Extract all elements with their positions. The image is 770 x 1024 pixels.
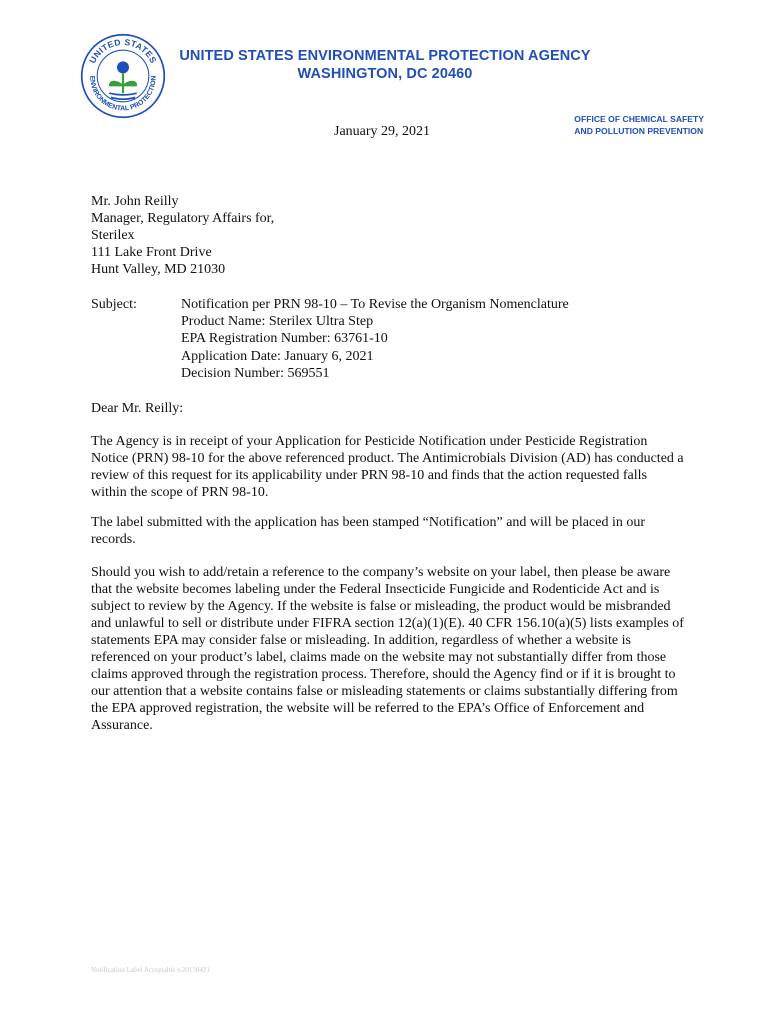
- agency-header: [150, 47, 620, 83]
- recipient-company: Sterilex: [91, 228, 135, 243]
- product-name: Product Name: Sterilex Ultra Step: [181, 314, 374, 330]
- paragraph-text: The label submitted with the application has been stamped “Notification” and will be placed in our records.: [91, 515, 645, 547]
- salutation: Dear Mr. Reilly:: [91, 401, 184, 416]
- registration-number: EPA Registration Number: 63761-10: [181, 331, 388, 347]
- footer-note: Notification Label Acceptable v.20150421: [91, 966, 210, 974]
- paragraph-text: Should you wish to add/retain a reference to the company’s website on your label, then please be aware that the website becomes labeling under the Federal Insecticide Fungicide and Rodenticide Act and is subject to review by the Agency. If the website is false or misleading, the product would be misbranded and unlawful to sell or distribute under FIFRA section 12(a)(1)(E). 40 CFR 156.10(a)(5) lists examples of statements EPA may consider false or misleading. In addition, regardless of whether a website is referenced on your product’s label, claims made on the website may not substantially differ from those claims approved through the registration process. Therefore, should the Agency find or if it is brought to our attention that a website contains false or misleading statements or claims substantially differing from the EPA approved registration, the website will be referred to the EPA’s Office of Enforcement and Assurance.: [91, 565, 684, 733]
- letter-date: January 29, 2021: [334, 124, 431, 139]
- paragraph-website: [91, 564, 685, 734]
- svg-text:ENVIRONMENTAL PROTECTION: ENVIRONMENTAL PROTECTION: [88, 75, 158, 113]
- office-line-2: AND POLLUTION PREVENTION: [574, 126, 704, 136]
- recipient-name: Mr. John Reilly: [91, 194, 179, 209]
- application-date: Application Date: January 6, 2021: [181, 348, 374, 364]
- paragraph-text: The Agency is in receipt of your Application for Pesticide Notification under Pesticide Registration Notice (PRN) 98-10 for the above referenced product. The Antimicrobials Division (AD) has conducted a review of this request for its applicability under PRN 98-10 and finds that the action requested falls within the scope of PRN 98-10.: [91, 434, 684, 500]
- recipient-address: [91, 193, 685, 278]
- paragraph-receipt: [91, 433, 685, 501]
- subject-block: [181, 296, 569, 382]
- agency-name: UNITED STATES ENVIRONMENTAL PROTECTION AGENCY: [179, 48, 591, 64]
- office-name: [574, 113, 704, 137]
- recipient-street: 111 Lake Front Drive: [91, 245, 212, 260]
- agency-address: WASHINGTON, DC 20460: [297, 66, 473, 82]
- subject-label: Subject:: [91, 297, 137, 312]
- recipient-title: Manager, Regulatory Affairs for,: [91, 211, 275, 226]
- recipient-city: Hunt Valley, MD 21030: [91, 262, 226, 277]
- paragraph-label-stamped: [91, 514, 685, 548]
- svg-text:UNITED STATES: UNITED STATES: [87, 36, 159, 65]
- subject-line: Notification per PRN 98-10 – To Revise the Organism Nomenclature: [181, 297, 569, 312]
- office-line-1: OFFICE OF CHEMICAL SAFETY: [574, 114, 704, 124]
- decision-number: Decision Number: 569551: [181, 365, 330, 381]
